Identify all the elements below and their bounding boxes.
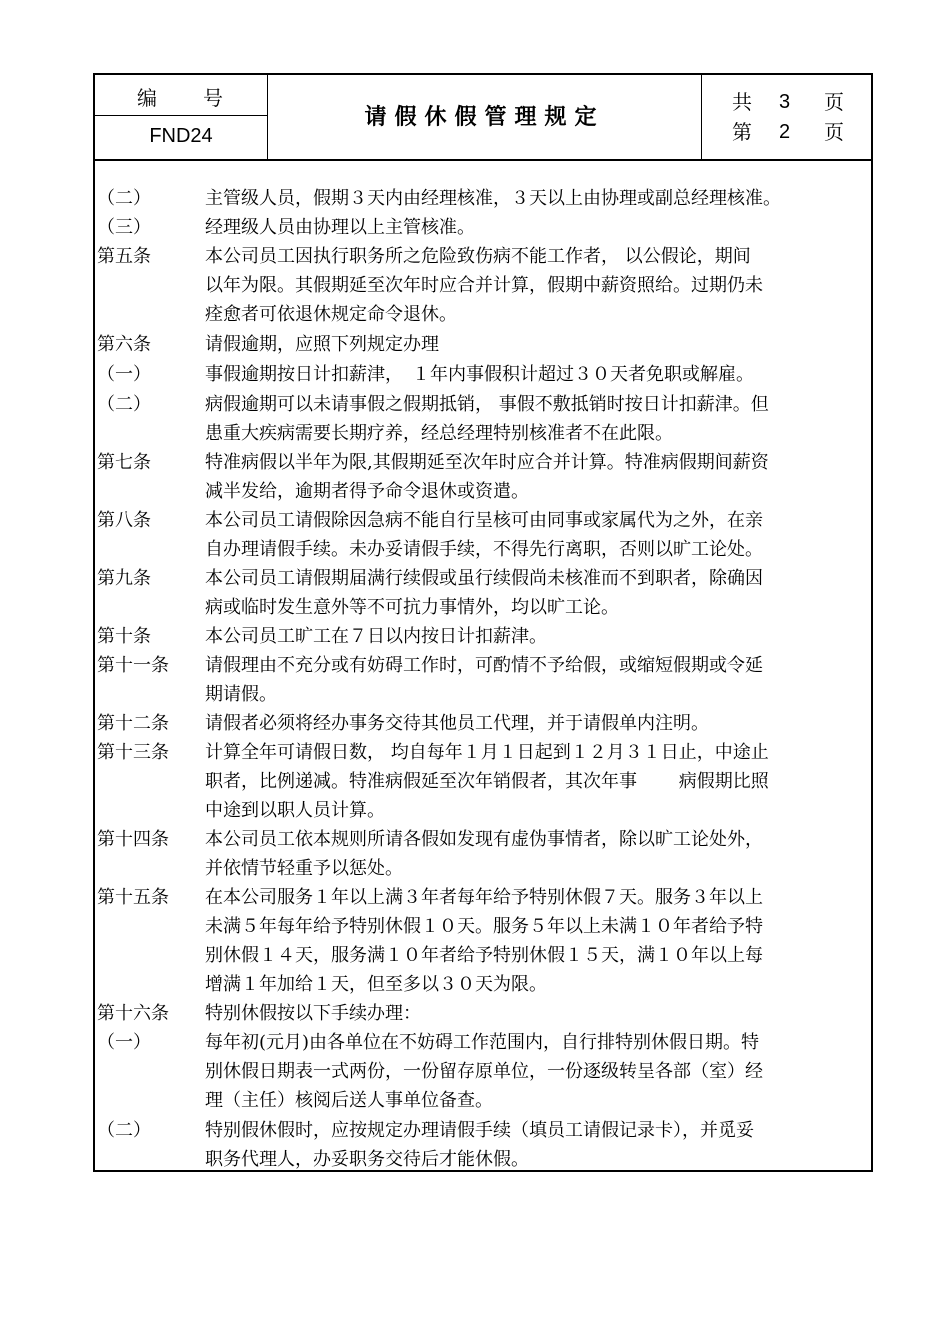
item-text: 并依情节轻重予以惩处。 <box>205 858 403 879</box>
item-label: 第七条 <box>97 452 151 473</box>
item-text: 主管级人员，假期３天内由经理核准，３天以上由协理或副总经理核准。 <box>205 188 781 209</box>
item-text: 请假逾期，应照下列规定办理 <box>205 334 439 355</box>
code-label-char-2: 号 <box>203 86 225 110</box>
total-pages: 3 <box>779 91 791 113</box>
item-label: 第十五条 <box>97 887 169 908</box>
item-text: 事假逾期按日计扣薪津， １年内事假积计超过３０天者免职或解雇。 <box>205 364 754 385</box>
item-label: 第八条 <box>97 510 151 531</box>
item-text: 特别休假按以下手续办理： <box>205 1003 421 1024</box>
item-label: 第九条 <box>97 568 151 589</box>
item-text: 理（主任）核阅后送人事单位备查。 <box>205 1090 493 1111</box>
total-label: 共 <box>732 90 752 114</box>
item-text: 在本公司服务１年以上满３年者每年给予特别休假７天。服务３年以上 <box>205 887 763 908</box>
document-frame <box>93 73 873 1172</box>
item-text: 本公司员工旷工在７日以内按日计扣薪津。 <box>205 626 547 647</box>
item-label: （三） <box>97 217 151 238</box>
item-label: （二） <box>97 394 151 415</box>
item-label: 第十三条 <box>97 742 169 763</box>
item-text: 别休假１４天，服务满１０年者给予特别休假１５天，满１０年以上每 <box>205 945 763 966</box>
item-text: 本公司员工依本规则所请各假如发现有虚伪事情者，除以旷工论处外， <box>205 829 763 850</box>
item-text: 职者，比例递减。特准病假延至次年销假者，其次年事 病假期比照 <box>205 771 769 792</box>
item-label: （二） <box>97 1120 151 1141</box>
item-text: 期请假。 <box>205 684 277 705</box>
item-label: （二） <box>97 188 151 209</box>
item-label: 第十条 <box>97 626 151 647</box>
item-text: 计算全年可请假日数， 均自每年１月１日起到１２月３１日止，中途止 <box>205 742 769 763</box>
document-header <box>95 75 871 161</box>
item-label: 第五条 <box>97 246 151 267</box>
item-label: 第六条 <box>97 334 151 355</box>
item-text: 请假者必须将经办事务交待其他员工代理，并于请假单内注明。 <box>205 713 709 734</box>
item-label: 第十六条 <box>97 1003 169 1024</box>
item-label: （一） <box>97 1032 151 1053</box>
code-label <box>95 75 267 116</box>
current-unit: 页 <box>824 120 844 144</box>
item-text: 以年为限。其假期延至次年时应合并计算，假期中薪资照给。过期仍未 <box>205 275 763 296</box>
item-text: 减半发给，逾期者得予命令退休或资遣。 <box>205 481 529 502</box>
page-count-cell <box>702 75 871 159</box>
item-text: 请假理由不充分或有妨碍工作时，可酌情不予给假，或缩短假期或令延 <box>205 655 763 676</box>
code-cell <box>95 75 268 159</box>
item-text: 特别假休假时，应按规定办理请假手续（填员工请假记录卡），并觅妥 <box>205 1120 754 1141</box>
item-text: 每年初(元月)由各单位在不妨碍工作范围内，自行排特别休假日期。特 <box>205 1032 760 1053</box>
item-text: 病假逾期可以未请事假之假期抵销， 事假不敷抵销时按日计扣薪津。但 <box>205 394 769 415</box>
item-text: 本公司员工请假除因急病不能自行呈核可由同事或家属代为之外，在亲 <box>205 510 763 531</box>
item-text: 增满１年加给１天，但至多以３０天为限。 <box>205 974 547 995</box>
item-label: 第十四条 <box>97 829 169 850</box>
document-title: 请假休假管理规定 <box>268 75 702 159</box>
item-text: 本公司员工因执行职务所之危险致伤病不能工作者， 以公假论，期间 <box>205 246 751 267</box>
item-text: 特准病假以半年为限,其假期延至次年时应合并计算。特准病假期间薪资 <box>205 452 769 473</box>
item-text: 痊愈者可依退休规定命令退休。 <box>205 304 457 325</box>
code-label-char-1: 编 <box>137 86 159 110</box>
item-text: 经理级人员由协理以上主管核准。 <box>205 217 475 238</box>
total-unit: 页 <box>824 90 844 114</box>
item-text: 本公司员工请假期届满行续假或虽行续假尚未核准而不到职者，除确因 <box>205 568 763 589</box>
item-text: 未满５年每年给予特别休假１０天。服务５年以上未满１０年者给予特 <box>205 916 763 937</box>
item-text: 患重大疾病需要长期疗养，经总经理特别核准者不在此限。 <box>205 423 673 444</box>
item-text: 别休假日期表一式两份，一份留存原单位，一份逐级转呈各部（室）经 <box>205 1061 763 1082</box>
current-page: 2 <box>779 121 791 143</box>
item-text: 职务代理人，办妥职务交待后才能休假。 <box>205 1149 529 1170</box>
item-label: 第十二条 <box>97 713 169 734</box>
item-text: 中途到以职人员计算。 <box>205 800 385 821</box>
item-text: 病或临时发生意外等不可抗力事情外，均以旷工论。 <box>205 597 619 618</box>
item-label: （一） <box>97 364 151 385</box>
item-text: 自办理请假手续。未办妥请假手续，不得先行离职，否则以旷工论处。 <box>205 539 763 560</box>
item-label: 第十一条 <box>97 655 169 676</box>
code-value: FND24 <box>149 125 213 147</box>
current-label: 第 <box>732 120 752 144</box>
